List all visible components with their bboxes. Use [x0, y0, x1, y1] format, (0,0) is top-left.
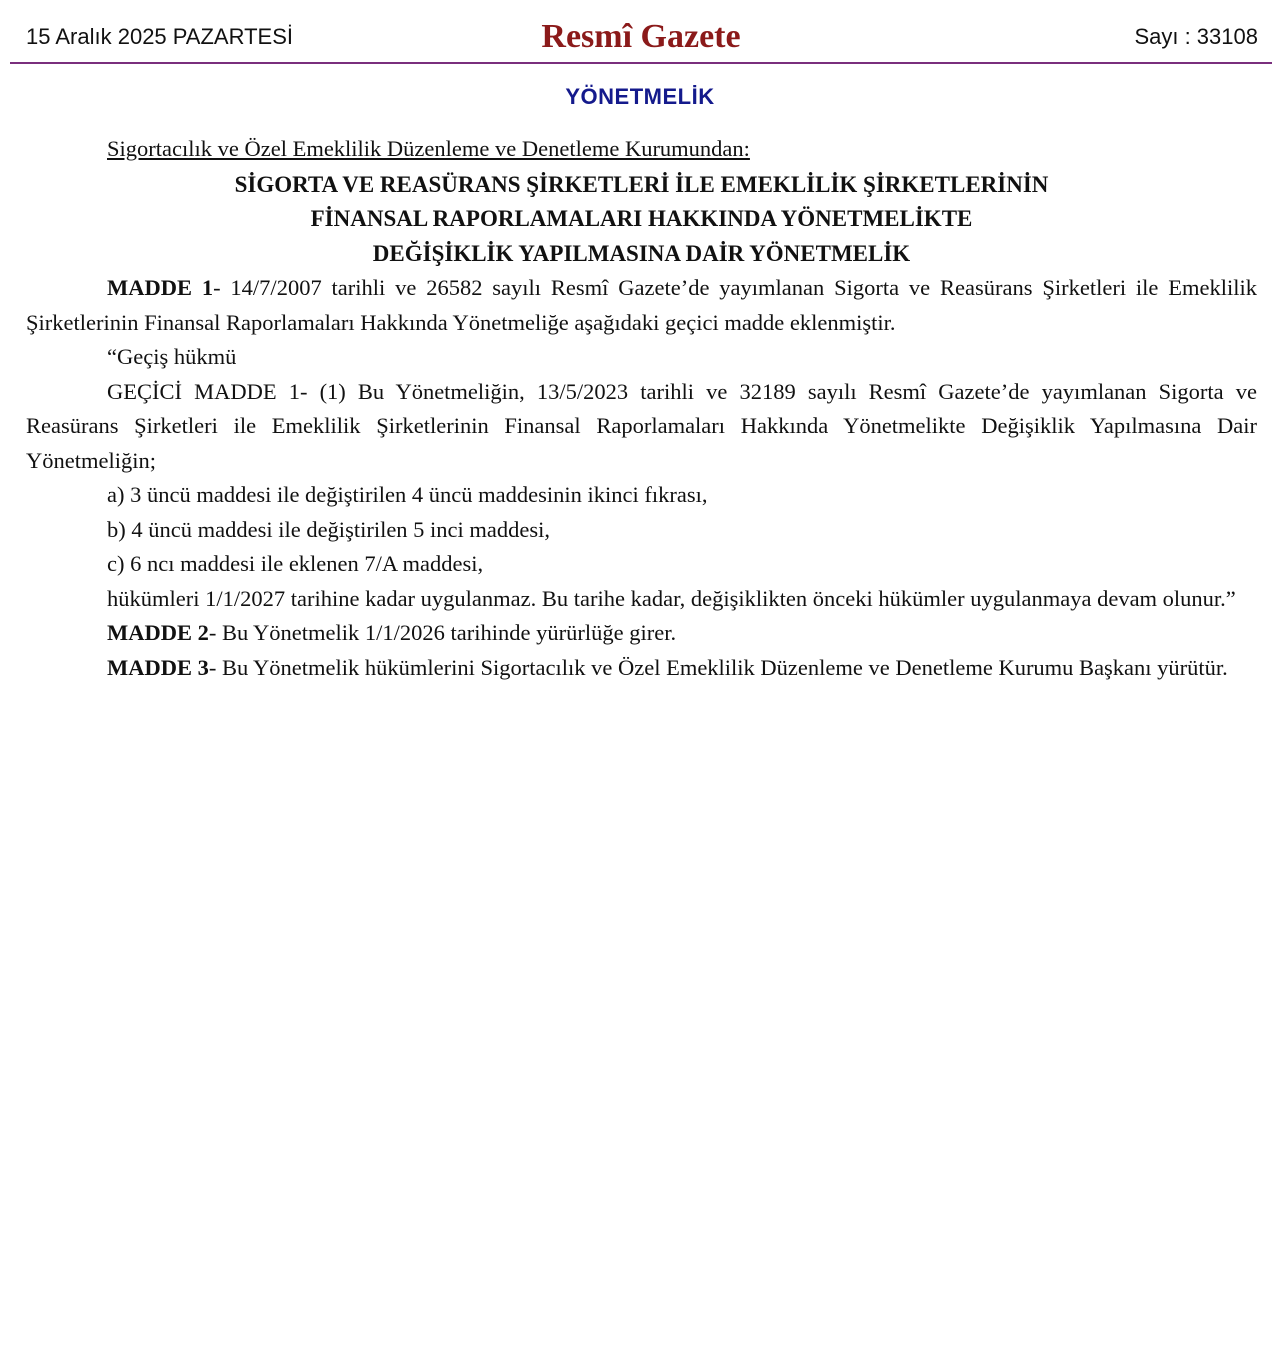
transition-heading: “Geçiş hükmü — [107, 344, 237, 369]
issue-number: Sayı : 33108 — [1134, 24, 1258, 49]
article-1-text: - 14/7/2007 tarihli ve 26582 sayılı Resmî Gazete’de yayımlanan Sigorta ve Reasürans Şirketleri ile Emeklilik Şirketlerinin Finansal Raporlamaları Hakkında Yönetmeliğe aşağıdaki geçici madde eklenmiştir. — [26, 275, 1257, 335]
regulation-title-line: FİNANSAL RAPORLAMALARI HAKKINDA YÖNETMELİKTE — [310, 206, 973, 231]
article-3-text: - Bu Yönetmelik hükümlerini Sigortacılık ve Özel Emeklilik Düzenleme ve Denetleme Kurumu Başkanı yürütür. — [208, 654, 1228, 680]
article-2 — [26, 616, 1257, 651]
list-item: b) 4 üncü maddesi ile değiştirilen 5 inci maddesi, — [107, 516, 551, 542]
article-1 — [26, 271, 1257, 340]
article-2-label: MADDE 2 — [107, 620, 209, 645]
regulation-title-line: SİGORTA VE REASÜRANS ŞİRKETLERİ İLE EMEKLİLİK ŞİRKETLERİNİN — [234, 171, 1049, 197]
temporary-article-text: (1) Bu Yönetmeliğin, 13/5/2023 tarihli ve 32189 sayılı Resmî Gazete’de yayımlanan Sigorta ve Reasürans Şirketleri ile Emeklilik Şirketlerinin Finansal Raporlamaları Hakkında Yönetmelikte Değişiklik Yapılmasına Dair Yönetmeliğin; — [26, 378, 1257, 473]
article-1-label: MADDE 1 — [107, 275, 214, 300]
gazette-header — [10, 0, 1272, 64]
gazette-title: Resmî Gazete — [541, 18, 741, 55]
issuing-authority: Sigortacılık ve Özel Emeklilik Düzenleme ve Denetleme Kurumundan: — [107, 136, 750, 161]
article-2-text: - Bu Yönetmelik 1/1/2026 tarihinde yürürlüğe girer. — [208, 620, 677, 645]
list-item: a) 3 üncü maddesi ile değiştirilen 4 üncü maddesinin ikinci fıkrası, — [107, 482, 708, 507]
regulation-title — [26, 168, 1257, 272]
list-item: c) 6 ncı maddesi ile eklenen 7/A maddesi, — [107, 551, 484, 576]
document-body — [26, 132, 1257, 685]
section-title: YÖNETMELİK — [565, 84, 715, 109]
temporary-article-1 — [26, 375, 1257, 479]
regulation-title-line: DEĞİŞİKLİK YAPILMASINA DAİR YÖNETMELİK — [372, 240, 911, 266]
provisions-paragraph: hükümleri 1/1/2027 tarihine kadar uygulanmaz. Bu tarihe kadar, değişiklikten önceki hükümler uygulanmaya devam olunur.” — [107, 585, 1236, 611]
article-3 — [26, 651, 1257, 686]
article-3-label: MADDE 3 — [107, 654, 209, 680]
publication-date: 15 Aralık 2025 PAZARTESİ — [26, 24, 293, 49]
temporary-article-label: GEÇİCİ MADDE 1- — [107, 378, 308, 404]
